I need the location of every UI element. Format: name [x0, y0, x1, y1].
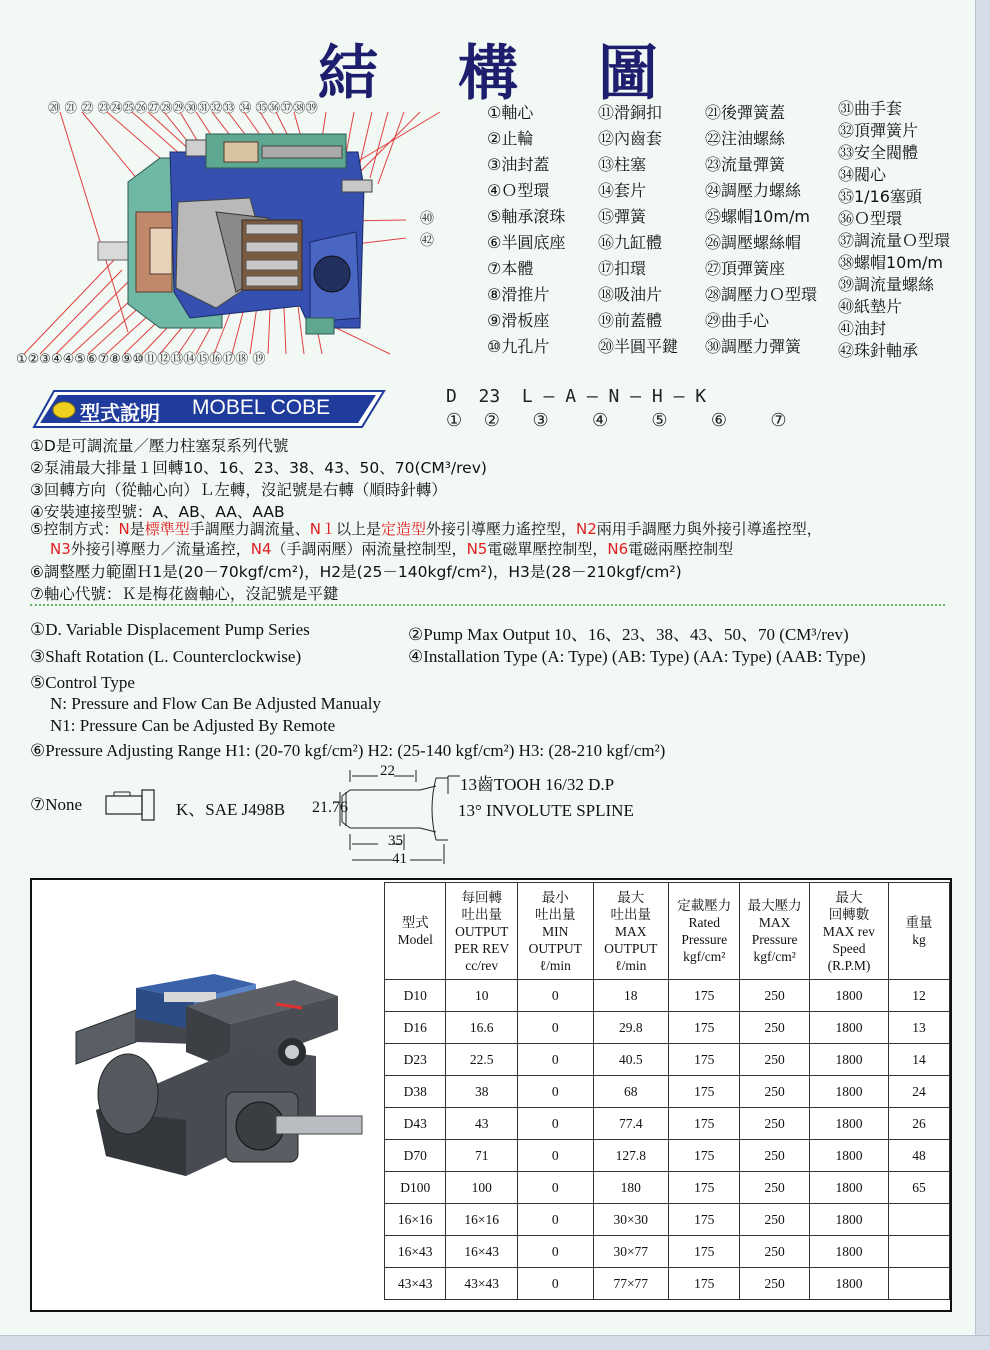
zh-line-5-g: 以上是	[335, 520, 381, 538]
zh-line-5-f: N１	[309, 520, 336, 538]
table-cell: 1800	[809, 1044, 888, 1076]
part-item: ⑤軸承滾珠	[487, 207, 566, 226]
table-cell: 48	[889, 1140, 950, 1172]
part-item: ⑰扣環	[598, 259, 647, 278]
table-cell: D16	[385, 1012, 446, 1044]
part-item: ㉓流量彈簧	[705, 155, 786, 174]
part-item: ㊲調流量Ｏ型環	[838, 231, 951, 250]
col-header-min-output: 最小 吐出量 MIN OUTPUT ℓ/min	[518, 883, 594, 980]
dim-41: 41	[392, 851, 407, 867]
part-item: ㉝安全閥體	[838, 143, 919, 162]
table-cell: 250	[740, 1236, 809, 1268]
table-cell: 13	[889, 1012, 950, 1044]
table-cell: 16×43	[446, 1236, 518, 1268]
table-cell: 0	[518, 1236, 594, 1268]
part-item: ㉘調壓力Ｏ型環	[705, 285, 818, 304]
en-line-7: N1: Pressure Can be Adjusted By Remote	[50, 716, 336, 735]
table-cell: 77×77	[593, 1268, 669, 1300]
table-row	[385, 1076, 950, 1108]
spline-spec-line-2: 13° INVOLUTE SPLINE	[458, 801, 634, 820]
table-cell: 16×43	[385, 1236, 446, 1268]
zh-line-6-g: N6	[607, 540, 629, 558]
part-item: ⑧滑推片	[487, 285, 550, 304]
part-item: ⑩九孔片	[487, 337, 550, 356]
table-cell: 1800	[809, 1012, 888, 1044]
zh-line-4: ④安裝連接型號：A、AB、AA、AAB	[30, 503, 285, 521]
zh-line-5-c: 是	[129, 520, 145, 538]
table-cell: 127.8	[593, 1140, 669, 1172]
part-item: ⑦本體	[487, 259, 534, 278]
table-cell: 250	[740, 1172, 809, 1204]
table-cell: 1800	[809, 980, 888, 1012]
table-cell: 0	[518, 1140, 594, 1172]
table-cell: 43×43	[446, 1268, 518, 1300]
table-cell	[889, 1204, 950, 1236]
zh-line-5-b: N	[118, 520, 130, 538]
table-cell: 250	[740, 1140, 809, 1172]
part-item: ①軸心	[487, 103, 534, 122]
table-cell: D38	[385, 1076, 446, 1108]
table-row	[385, 1204, 950, 1236]
table-row	[385, 980, 950, 1012]
en-line-2: ②Pump Max Output 10、16、23、38、43、50、70 (CM³/rev)	[408, 625, 849, 644]
part-item: ㉜頂彈簧片	[838, 121, 919, 140]
zh-line-5-j: N2	[576, 520, 597, 538]
dim-22: 22	[380, 763, 395, 779]
part-item: ㊵紙墊片	[838, 297, 903, 316]
table-cell: 250	[740, 980, 809, 1012]
plain-shaft-icon	[104, 788, 158, 822]
product-spec-section	[30, 878, 952, 1312]
table-cell: 0	[518, 1076, 594, 1108]
table-cell: 22.5	[446, 1044, 518, 1076]
zh-line-5-d: 標準型	[144, 520, 190, 538]
zh-line-6-d: （手調兩壓）兩流量控制型，	[271, 540, 467, 558]
part-item: ⑭套片	[598, 181, 647, 200]
col-header-output-per-rev: 每回轉 吐出量 OUTPUT PER REV cc/rev	[446, 883, 518, 980]
model-code-string: D 23 L — A — N — H — K	[446, 386, 707, 407]
part-item: ㉙曲手心	[705, 311, 770, 330]
table-cell: 16.6	[446, 1012, 518, 1044]
zh-line-5-a: ⑤控制方式：	[30, 520, 119, 538]
zh-line-1: ①D是可調流量／壓力柱塞泵系列代號	[30, 437, 289, 455]
part-item: ㊴調流量螺絲	[838, 275, 935, 294]
table-row	[385, 1268, 950, 1300]
en-line-5: ⑤Control Type	[30, 673, 135, 692]
part-item: ⑲前蓋體	[598, 311, 663, 330]
en-line-1: ①D. Variable Displacement Pump Series	[30, 620, 310, 639]
table-cell: 77.4	[593, 1108, 669, 1140]
zh-line-8: ⑦軸心代號：Ｋ是梅花齒軸心，沒記號是平鍵	[30, 585, 339, 603]
table-cell: 10	[446, 980, 518, 1012]
part-item: ㉕螺帽10m/m	[705, 207, 810, 226]
table-cell: 0	[518, 980, 594, 1012]
zh-line-6-b: 外接引導壓力／流量遙控，	[70, 540, 251, 558]
en-line-none: ⑦None	[30, 795, 83, 814]
part-item: ㉚調壓力彈簧	[705, 337, 802, 356]
part-item: ㉛曲手套	[838, 99, 903, 118]
part-item: ⑪滑銅扣	[598, 103, 663, 122]
table-cell: 0	[518, 1172, 594, 1204]
part-item: ㊶油封	[838, 319, 887, 338]
zh-line-5-i: 外接引導壓力遙控型，	[426, 520, 577, 538]
spec-table-header-row	[385, 883, 950, 980]
banner-label-en: MOBEL COBE	[192, 396, 331, 419]
callout-42: ㊷	[420, 233, 434, 249]
table-cell	[889, 1236, 950, 1268]
part-item: ⑬柱塞	[598, 155, 647, 174]
spec-table	[384, 882, 950, 1300]
table-cell: 100	[446, 1172, 518, 1204]
zh-line-6-c: N4	[250, 540, 272, 558]
table-cell: 71	[446, 1140, 518, 1172]
col-header-max-speed: 最大 回轉數 MAX rev Speed (R.P.M)	[809, 883, 888, 980]
table-cell: 12	[889, 980, 950, 1012]
table-cell: 26	[889, 1108, 950, 1140]
zh-line-7: ⑥調整壓力範圍Ｈ1是(20－70kgf/cm²)，H2是(25－140kgf/cm²)，H3是(28－210kgf/cm²)	[30, 563, 682, 581]
zh-line-3: ③回轉方向（從軸心向）Ｌ左轉，沒記號是右轉（順時針轉）	[30, 481, 447, 499]
part-item: ㉒注油螺絲	[705, 129, 786, 148]
part-item: ㉗頂彈簧座	[705, 259, 786, 278]
part-item: ㊱Ｏ型環	[838, 209, 903, 228]
table-cell: 175	[669, 1140, 740, 1172]
table-cell	[889, 1268, 950, 1300]
table-cell: D100	[385, 1172, 446, 1204]
dim-35: 35	[388, 833, 403, 849]
part-item: ㉖調壓螺絲帽	[705, 233, 802, 252]
table-cell: D23	[385, 1044, 446, 1076]
table-cell: 250	[740, 1076, 809, 1108]
en-line-spline-type: K、SAE J498B	[176, 800, 286, 819]
table-row	[385, 1012, 950, 1044]
table-cell: 1800	[809, 1204, 888, 1236]
table-cell: 1800	[809, 1268, 888, 1300]
zh-line-5-e: 手調壓力調流量、	[189, 520, 310, 538]
part-item: ②止輪	[487, 129, 534, 148]
bottom-frame-edge	[0, 1335, 990, 1350]
zh-line-6-f: 電磁單壓控制型，	[487, 540, 608, 558]
table-row	[385, 1172, 950, 1204]
table-cell: 175	[669, 1108, 740, 1140]
col-header-rated-pressure: 定載壓力 Rated Pressure kgf/cm²	[669, 883, 740, 980]
col-header-model: 型式 Model	[385, 883, 446, 980]
table-cell: 40.5	[593, 1044, 669, 1076]
table-cell: 175	[669, 1076, 740, 1108]
dim-21-76: 21.76	[312, 799, 348, 816]
en-line-4: ④Installation Type (A: Type) (AB: Type) (AA: Type) (AAB: Type)	[408, 647, 866, 666]
table-cell: 1800	[809, 1236, 888, 1268]
zh-line-5-h: 定造型	[380, 520, 426, 538]
table-cell: D70	[385, 1140, 446, 1172]
model-code-banner	[32, 388, 390, 430]
part-item: ④Ｏ型環	[487, 181, 550, 200]
table-cell: 0	[518, 1044, 594, 1076]
table-cell: 250	[740, 1108, 809, 1140]
zh-line-6-a: N3	[50, 540, 71, 558]
part-item: ⑥半圓底座	[487, 233, 566, 252]
table-cell: 175	[669, 980, 740, 1012]
title-char-2: 構	[458, 39, 518, 109]
table-row	[385, 1108, 950, 1140]
table-cell: 1800	[809, 1108, 888, 1140]
table-cell: 175	[669, 1204, 740, 1236]
table-cell: 175	[669, 1236, 740, 1268]
table-row	[385, 1236, 950, 1268]
part-item: ㉞閥心	[838, 165, 887, 184]
zh-line-2: ②泵浦最大排量１回轉10、16、23、38、43、50、70(CM³/rev)	[30, 459, 487, 477]
table-cell: 29.8	[593, 1012, 669, 1044]
table-cell: 0	[518, 1108, 594, 1140]
table-cell: 14	[889, 1044, 950, 1076]
title-char-1: 結	[318, 39, 378, 109]
table-cell: 175	[669, 1172, 740, 1204]
table-cell: 175	[669, 1268, 740, 1300]
table-cell: 65	[889, 1172, 950, 1204]
table-cell: 250	[740, 1268, 809, 1300]
zh-line-6	[50, 538, 733, 559]
diagram-bottom-numbers: ①②③④④⑤⑥⑦⑧⑨⑩⑪⑫⑬⑭⑮⑯⑰⑱ ⑲	[16, 352, 266, 367]
part-item: ⑨滑板座	[487, 311, 550, 330]
table-cell: 1800	[809, 1172, 888, 1204]
section-divider	[30, 604, 945, 606]
col-header-max-output: 最大 吐出量 MAX OUTPUT ℓ/min	[593, 883, 669, 980]
table-cell: 30×77	[593, 1236, 669, 1268]
zh-line-6-e: N5	[466, 540, 488, 558]
table-cell: D43	[385, 1108, 446, 1140]
part-item: ⑱吸油片	[598, 285, 663, 304]
zh-line-5	[30, 518, 822, 539]
pump-cutaway-illustration	[10, 92, 480, 382]
en-line-8: ⑥Pressure Adjusting Range H1: (20-70 kgf/cm²) H2: (25-140 kgf/cm²) H3: (28-210 kgf/cm²)	[30, 741, 666, 760]
banner-label-zh: 型式說明	[80, 401, 160, 425]
table-cell: 250	[740, 1044, 809, 1076]
table-cell: 0	[518, 1204, 594, 1236]
table-cell: 16×16	[446, 1204, 518, 1236]
table-cell: 16×16	[385, 1204, 446, 1236]
zh-line-5-k: 兩用手調壓力與外接引導遙控型，	[596, 520, 822, 538]
part-item: ㉔調壓力螺絲	[705, 181, 802, 200]
part-item: ⑳半圓平鍵	[598, 337, 679, 356]
zh-line-6-h: 電磁兩壓控制型	[628, 540, 734, 558]
table-cell: 0	[518, 1012, 594, 1044]
callout-40: ㊵	[420, 211, 434, 227]
pump-cutaway-diagram	[10, 92, 480, 382]
diagram-top-numbers: ⑳ ㉑ ㉒ ㉓㉔㉕㉖㉗㉘㉙㉚㉛㉜㉝ ㉞ ㉟㊱㊲㊳㊴	[48, 100, 318, 115]
table-row	[385, 1140, 950, 1172]
part-item: ⑫內齒套	[598, 129, 663, 148]
table-cell: 1800	[809, 1076, 888, 1108]
table-cell: 175	[669, 1012, 740, 1044]
pump-product-photo	[66, 920, 376, 1180]
table-cell: 180	[593, 1172, 669, 1204]
part-item: ⑮彈簧	[598, 207, 647, 226]
table-cell: 18	[593, 980, 669, 1012]
table-cell: 43×43	[385, 1268, 446, 1300]
table-cell: 38	[446, 1076, 518, 1108]
spline-spec-line-1: 13齒TOOH 16/32 D.P	[460, 775, 615, 794]
part-item: ㉑後彈簧蓋	[705, 103, 786, 122]
part-item: ㉟1/16塞頭	[838, 187, 922, 206]
right-frame-edge	[975, 0, 990, 1350]
table-cell: 0	[518, 1268, 594, 1300]
en-line-3: ③Shaft Rotation (L. Counterclockwise)	[30, 647, 302, 666]
en-line-6: N: Pressure and Flow Can Be Adjusted Manualy	[50, 694, 381, 713]
col-header-max-pressure: 最大壓力 MAX Pressure kgf/cm²	[740, 883, 809, 980]
table-cell: 68	[593, 1076, 669, 1108]
title-char-3: 圖	[598, 39, 658, 109]
page-title	[300, 26, 700, 109]
part-item: ㊷珠針軸承	[838, 341, 919, 360]
table-cell: 43	[446, 1108, 518, 1140]
table-cell: 1800	[809, 1140, 888, 1172]
part-item: ⑯九缸體	[598, 233, 663, 252]
part-item: ③油封蓋	[487, 155, 550, 174]
part-item: ㊳螺帽10m/m	[838, 253, 943, 272]
table-cell: D10	[385, 980, 446, 1012]
col-header-weight: 重量 kg	[889, 883, 950, 980]
model-code-indices: ① ② ③ ④ ⑤ ⑥ ⑦	[446, 410, 787, 431]
table-cell: 30×30	[593, 1204, 669, 1236]
table-cell: 250	[740, 1204, 809, 1236]
table-cell: 24	[889, 1076, 950, 1108]
table-cell: 175	[669, 1044, 740, 1076]
table-cell: 250	[740, 1012, 809, 1044]
table-row	[385, 1044, 950, 1076]
